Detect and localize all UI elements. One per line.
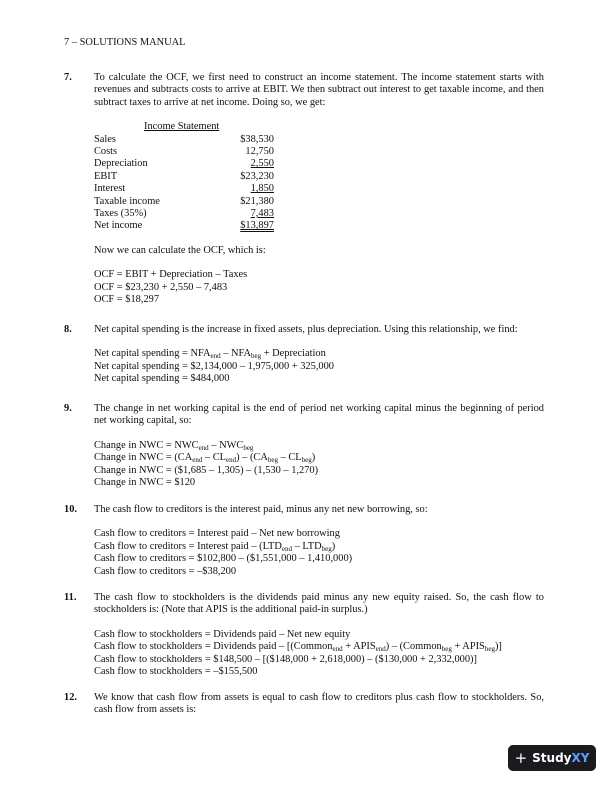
problem-11-intro: The cash flow to stockholders is the dividends paid minus any new equity raised. So, the cash flow to stockholders is: (Note that APIS is the additional paid-in surplus.)	[94, 592, 544, 616]
equation: OCF = EBIT + Depreciation – Taxes	[94, 269, 248, 281]
equation: Net capital spending = $484,000	[94, 373, 230, 385]
table-row: Taxable income $21,380	[94, 195, 274, 207]
problem-number: 11.	[64, 592, 77, 603]
problem-8-intro: Net capital spending is the increase in fixed assets, plus depreciation. Using this relationship, we find:	[94, 324, 518, 335]
equation: OCF = $18,297	[94, 293, 160, 305]
table-row: Net income $13,897	[94, 220, 274, 232]
problem-7	[64, 72, 544, 306]
equation: Net capital spending = $NFA_{end} - NFA_{beg}$ + Depreciation	[94, 348, 326, 361]
table-row: Interest 1,850	[94, 183, 274, 195]
table-row: Costs 12,750	[94, 146, 274, 158]
equation: Change in NWC = $NWC_{end} - NWC_{beg}$	[94, 439, 254, 452]
equation: Cash flow to creditors = Interest paid – $(LTD_{end} - LTD_{beg})$	[94, 540, 336, 553]
studyxy-logo: + Study XY	[508, 745, 596, 771]
equation: Net capital spending = $2,134,000 – 1,975,000 + 325,000	[94, 360, 334, 372]
problem-12	[64, 692, 544, 717]
problem-9-intro: The change in net working capital is the end of period net working capital minus the beginning of period net working capital, so:	[94, 403, 544, 427]
problem-8	[64, 324, 544, 386]
problem-number: 10.	[64, 504, 77, 515]
table-row: Depreciation 2,550	[94, 158, 274, 170]
equation: Cash flow to stockholders = Dividends paid – [(Common$_{end}$ + $APIS_{end}$) – (Common$_{beg}$ + $APIS_{beg}$)]	[94, 641, 502, 654]
problem-7-after: Now we can calculate the OCF, which is:	[94, 244, 266, 256]
equation: OCF = $23,230 + 2,550 – 7,483	[94, 281, 228, 293]
problem-10-intro: The cash flow to creditors is the interest paid, minus any net new borrowing, so:	[94, 504, 428, 515]
equation: Cash flow to stockholders = Dividends paid – Net new equity	[94, 628, 351, 640]
equation: Cash flow to creditors = $102,800 – ($1,551,000 – 1,410,000)	[94, 553, 353, 565]
table-row: Sales $38,530	[94, 133, 274, 145]
page-header: 7 – SOLUTIONS MANUAL	[64, 37, 186, 48]
problem-number: 9.	[64, 403, 72, 414]
equation: Change in NWC = $(CA_{end} - CL_{end}) - (CA_{beg} - CL_{beg})$	[94, 452, 316, 465]
problem-11	[64, 592, 544, 678]
equation: Cash flow to creditors = –$38,200	[94, 565, 237, 577]
problem-12-intro: We know that cash flow from assets is equal to cash flow to creditors plus cash flow to stockholders. So, cash flow from assets is:	[94, 692, 544, 716]
table-row: Taxes (35%) 7,483	[94, 207, 274, 219]
income-statement	[94, 121, 274, 233]
equation: Cash flow to creditors = Interest paid – Net new borrowing	[94, 528, 340, 540]
income-statement-title: Income Statement	[144, 121, 220, 133]
problem-number: 8.	[64, 324, 72, 335]
problem-number: 7.	[64, 72, 72, 83]
equation: Change in NWC = $120	[94, 477, 196, 489]
equation: Change in NWC = ($1,685 – 1,305) – (1,530 – 1,270)	[94, 464, 319, 476]
problem-10	[64, 504, 544, 578]
equation: Cash flow to stockholders = $148,500 – [($148,000 + 2,618,000) – ($130,000 + 2,332,000)]	[94, 653, 477, 665]
problem-9	[64, 403, 544, 489]
problem-7-intro: To calculate the OCF, we first need to construct an income statement. The income statement starts with revenues and subtracts costs to arrive at EBIT. We then subtract out interest to get taxable income, and then subtract taxes to arrive at net income. Doing so, we get:	[94, 72, 544, 108]
problem-number: 12.	[64, 692, 77, 703]
table-row: EBIT $23,230	[94, 170, 274, 182]
equation: Cash flow to stockholders = –$155,500	[94, 666, 258, 678]
plus-icon: +	[514, 748, 528, 767]
